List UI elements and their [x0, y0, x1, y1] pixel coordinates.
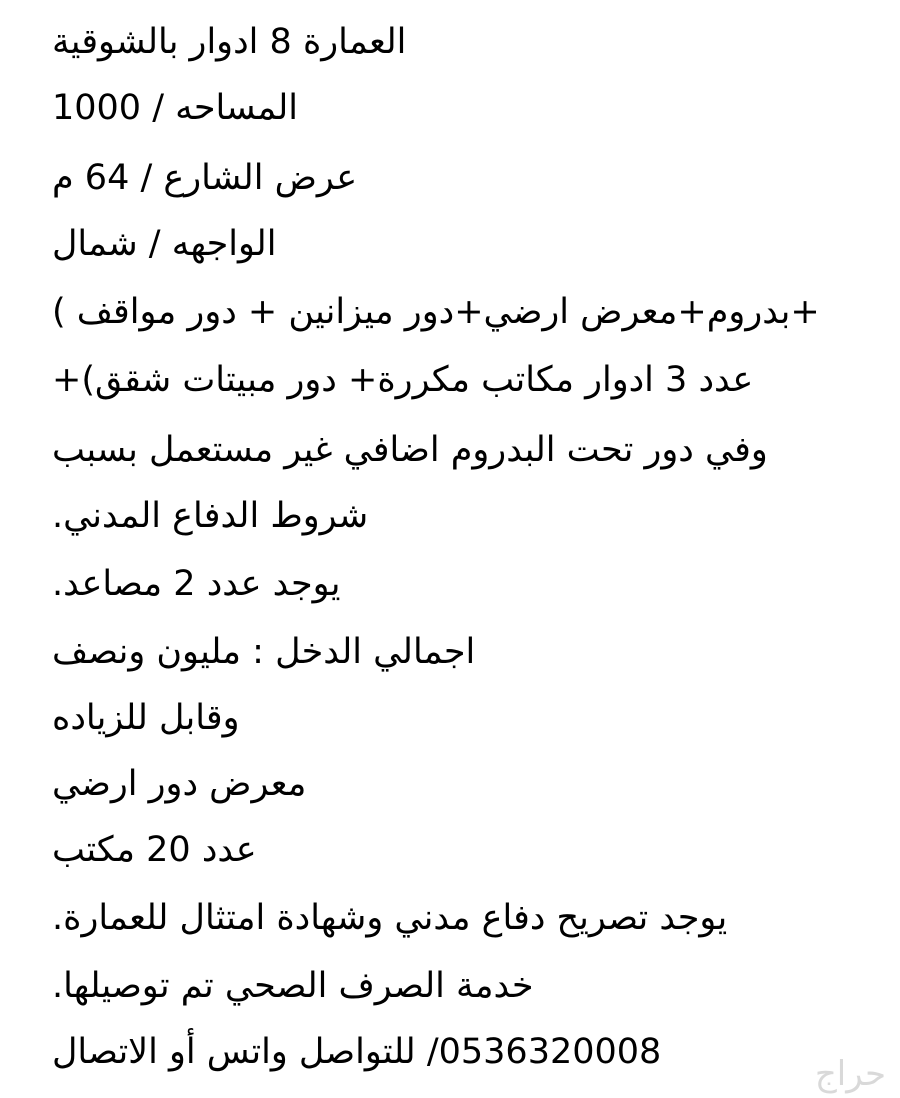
text-line-sewage: خدمة الصرف الصحي تم توصيلها. — [52, 966, 534, 1006]
text-line-offices: عدد 20 مكتب — [52, 830, 257, 870]
text-line-floors-1: +بدروم+معرض ارضي+دور ميزانين + دور مواقف ) — [52, 292, 820, 332]
text-line-area: المساحه / 1000 — [52, 88, 299, 128]
text-line-income: اجمالي الدخل : مليون ونصف — [52, 632, 476, 672]
text-line-basement: وفي دور تحت البدروم اضافي غير مستعمل بسبب — [52, 430, 768, 470]
text-line-street-width: عرض الشارع / 64 م — [52, 158, 358, 198]
text-line-permit: يوجد تصريح دفاع مدني وشهادة امتثال للعمارة. — [52, 898, 728, 938]
text-line-facade: الواجهه / شمال — [52, 224, 277, 264]
text-line-contact: 0536320008/ للتواصل واتس أو الاتصال — [52, 1032, 662, 1072]
haraj-watermark-logo: حراج — [814, 1054, 886, 1094]
text-line-title: العمارة 8 ادوار بالشوقية — [52, 22, 407, 62]
text-line-elevators: يوجد عدد 2 مصاعد. — [52, 564, 341, 604]
text-line-increase: وقابل للزياده — [52, 698, 240, 738]
text-line-civil-defense: شروط الدفاع المدني. — [52, 496, 369, 536]
text-line-floors-2: عدد 3 ادوار مكاتب مكررة+ دور مبيتات شقق)+ — [52, 360, 754, 400]
text-line-showroom: معرض دور ارضي — [52, 764, 307, 804]
